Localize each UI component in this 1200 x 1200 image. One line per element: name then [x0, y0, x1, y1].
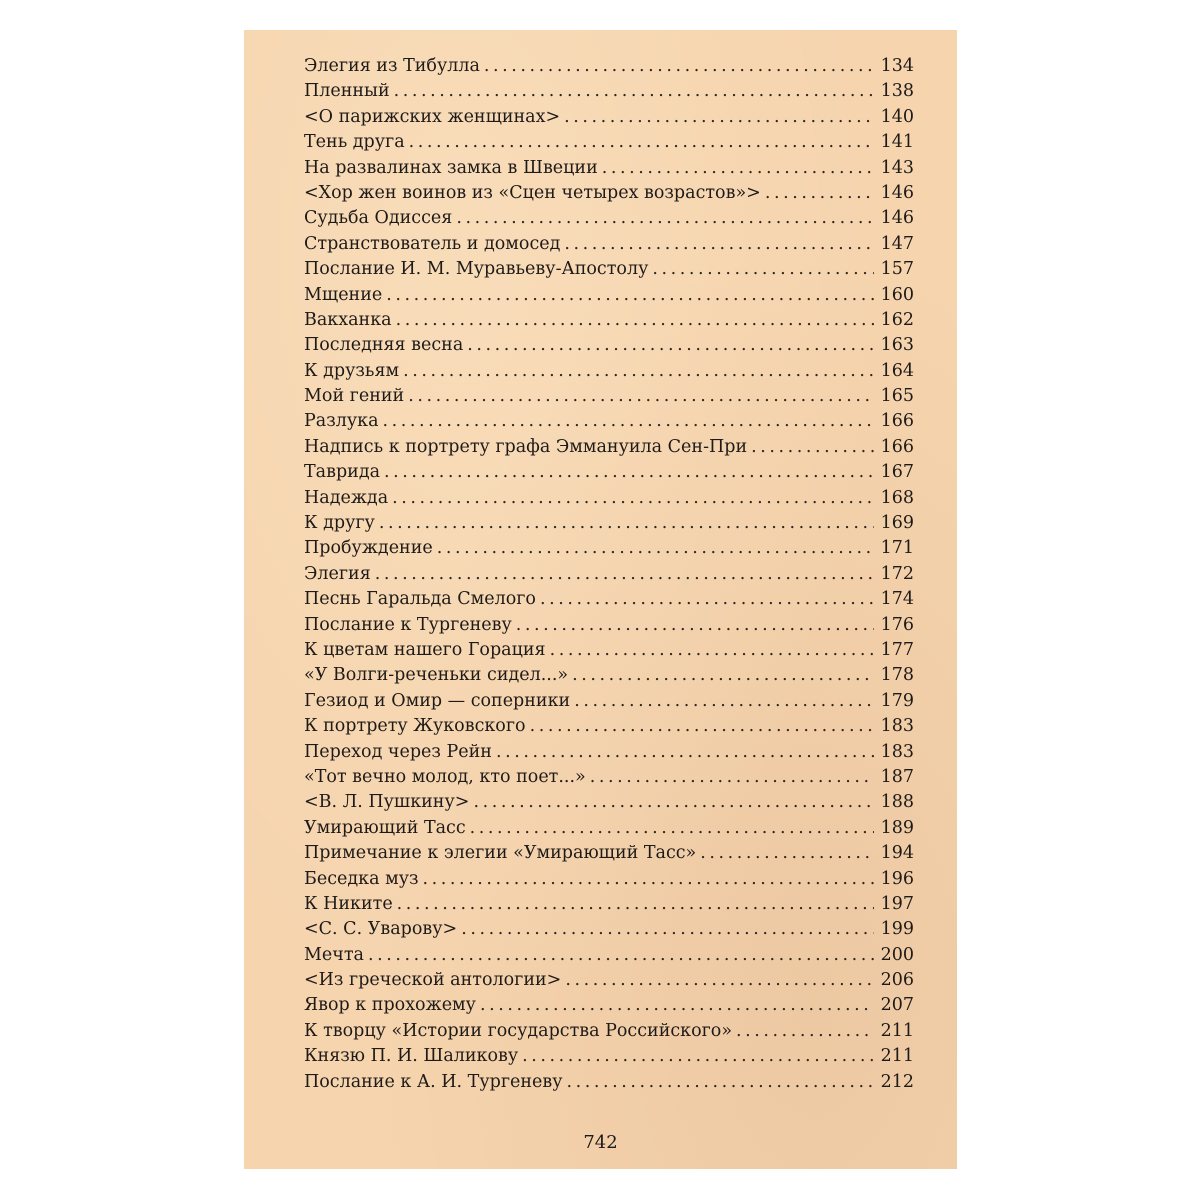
toc-entry-page: 174 [880, 589, 914, 610]
toc-entry-title: Князю П. И. Шаликову [304, 1046, 519, 1067]
dot-leader [736, 1021, 874, 1041]
toc-entry-page: 179 [880, 690, 914, 711]
toc-entry [304, 894, 914, 919]
toc-entry-title: Пробуждение [304, 538, 433, 559]
toc-entry [304, 411, 914, 436]
dot-leader [564, 107, 874, 127]
dot-leader [368, 945, 874, 965]
toc-entry [304, 1021, 914, 1046]
toc-entry [304, 691, 914, 716]
toc-entry-page: 168 [880, 487, 914, 508]
dot-leader [384, 462, 874, 482]
toc-entry [304, 513, 914, 538]
dot-leader [423, 869, 874, 889]
toc-entry-title: Мечта [304, 944, 364, 965]
dot-leader [396, 310, 874, 330]
toc-entry-title: Судьба Одиссея [304, 208, 453, 229]
toc-entry-title: Элегия из Тибулла [304, 56, 480, 76]
toc-entry-page: 189 [880, 817, 914, 838]
toc-entry-title: К Никите [304, 893, 393, 914]
toc-entry-title: Примечание к элегии «Умирающий Тасс» [304, 843, 697, 864]
toc-entry-title: «Тот вечно молод, кто поет...» [304, 766, 586, 787]
dot-leader [386, 285, 874, 305]
dot-leader [394, 81, 874, 101]
toc-entry-page: 183 [880, 741, 914, 762]
toc-entry-title: Пленный [304, 81, 390, 102]
toc-entry-page: 177 [880, 639, 914, 660]
toc-entry-page: 206 [880, 970, 914, 991]
toc-entry-page: 146 [880, 208, 914, 229]
toc-entry [304, 640, 914, 665]
toc-entry-page: 143 [880, 157, 914, 178]
dot-leader [565, 970, 874, 990]
toc-entry-title: Беседка муз [304, 868, 419, 889]
toc-entry-title: Мщение [304, 284, 383, 305]
dot-leader [467, 335, 874, 355]
toc-entry-title: Тень друга [304, 132, 405, 153]
toc-entry-page: 163 [880, 335, 914, 356]
toc-entry-title: К другу [304, 513, 375, 534]
toc-entry [304, 843, 914, 868]
toc-entry [304, 1072, 914, 1097]
toc-entry-page: 166 [880, 436, 914, 457]
toc-entry [304, 462, 914, 487]
toc-entry-page: 194 [880, 843, 914, 864]
toc-entry [304, 183, 914, 208]
dot-leader [540, 589, 874, 609]
toc-entry [304, 208, 914, 233]
toc-entry [304, 386, 914, 411]
toc-entry [304, 970, 914, 995]
toc-entry [304, 361, 914, 386]
toc-entry [304, 742, 914, 767]
toc-entry [304, 564, 914, 589]
toc-entry [304, 589, 914, 614]
toc-entry [304, 995, 914, 1020]
toc-entry-page: 196 [880, 868, 914, 889]
dot-leader [403, 361, 874, 381]
toc-entry-title: Таврида [304, 462, 381, 483]
toc-entry [304, 259, 914, 284]
dot-leader [456, 208, 874, 228]
toc-entry-page: 176 [880, 614, 914, 635]
toc-entry [304, 81, 914, 106]
toc-entry-page: 178 [880, 665, 914, 686]
toc-entry [304, 716, 914, 741]
dot-leader [751, 437, 874, 457]
dot-leader [496, 742, 874, 762]
dot-leader [602, 158, 874, 178]
dot-leader [397, 894, 874, 914]
toc-entry-title: К творцу «Истории государства Российского» [304, 1020, 733, 1041]
toc-entry-page: 164 [880, 360, 914, 381]
toc-entry-page: 212 [880, 1071, 914, 1092]
toc-entry [304, 767, 914, 792]
toc-entry-page: 147 [880, 233, 914, 254]
toc-entry-page: 138 [880, 81, 914, 102]
toc-entry-page: 160 [880, 284, 914, 305]
toc-entry-title: Мой гений [304, 386, 405, 407]
toc-entry-page: 167 [880, 462, 914, 483]
dot-leader [375, 564, 874, 584]
toc-entry-page: 140 [880, 106, 914, 127]
toc-entry [304, 1046, 914, 1071]
dot-leader [652, 259, 874, 279]
toc-entry-title: Последняя весна [304, 335, 464, 356]
toc-entry-title: Переход через Рейн [304, 741, 492, 762]
toc-entry-page: 172 [880, 563, 914, 584]
toc-entry-page: 200 [880, 944, 914, 965]
toc-entry [304, 488, 914, 513]
dot-leader [572, 665, 874, 685]
dot-leader [574, 691, 874, 711]
toc-entry-page: 146 [880, 182, 914, 203]
toc-entry-page: 166 [880, 411, 914, 432]
toc-entry-page: 157 [880, 259, 914, 280]
toc-entry-title: <О парижских женщинах> [304, 106, 561, 127]
toc-entry [304, 665, 914, 690]
toc-entry-page: 207 [880, 995, 914, 1016]
toc-entry [304, 132, 914, 157]
toc-entry-page: 134 [880, 56, 914, 76]
dot-leader [480, 995, 874, 1015]
toc-entry-title: Надпись к портрету графа Эммануила Сен-При [304, 436, 748, 457]
toc-entry-title: Умирающий Тасс [304, 817, 466, 838]
toc-entry-title: Песнь Гаральда Смелого [304, 589, 536, 610]
toc-entry-title: Вакханка [304, 309, 392, 330]
toc-entry-page: 188 [880, 792, 914, 813]
toc-entry-page: 171 [880, 538, 914, 559]
book-page [244, 30, 957, 1169]
dot-leader [409, 132, 874, 152]
toc-entry-page: 141 [880, 132, 914, 153]
dot-leader [522, 1046, 874, 1066]
toc-entry [304, 56, 914, 81]
dot-leader [484, 56, 874, 76]
table-of-contents [304, 56, 914, 1097]
toc-entry-page: 187 [880, 766, 914, 787]
dot-leader [530, 716, 874, 736]
dot-leader [473, 792, 874, 812]
dot-leader [392, 488, 874, 508]
toc-entry [304, 615, 914, 640]
toc-entry-title: <В. Л. Пушкину> [304, 792, 470, 813]
toc-entry [304, 310, 914, 335]
toc-entry [304, 285, 914, 310]
toc-entry-page: 165 [880, 386, 914, 407]
toc-entry-page: 211 [880, 1046, 914, 1067]
toc-entry-title: Послание к А. И. Тургеневу [304, 1071, 563, 1092]
dot-leader [470, 818, 874, 838]
toc-entry-page: 162 [880, 309, 914, 330]
toc-entry-page: 211 [880, 1020, 914, 1041]
dot-leader [765, 183, 874, 203]
toc-entry-page: 197 [880, 893, 914, 914]
dot-leader [383, 411, 874, 431]
toc-entry [304, 818, 914, 843]
toc-entry [304, 919, 914, 944]
dot-leader [567, 1072, 874, 1092]
toc-entry-title: Послание И. М. Муравьеву-Апостолу [304, 259, 649, 280]
toc-entry-title: Послание к Тургеневу [304, 614, 512, 635]
toc-entry-title: К друзьям [304, 360, 400, 381]
dot-leader [550, 640, 874, 660]
page-number: 742 [583, 1132, 618, 1153]
toc-entry-title: Странствователь и домосед [304, 233, 561, 254]
toc-entry [304, 437, 914, 462]
dot-leader [516, 615, 874, 635]
toc-entry [304, 335, 914, 360]
toc-entry [304, 792, 914, 817]
toc-entry-page: 199 [880, 919, 914, 940]
toc-entry-title: Разлука [304, 411, 379, 432]
dot-leader [700, 843, 874, 863]
toc-entry-page: 169 [880, 513, 914, 534]
toc-entry [304, 234, 914, 259]
toc-entry-title: Явор к прохожему [304, 995, 476, 1016]
toc-entry-title: <Хор жен воинов из «Сцен четырех возрастов»> [304, 182, 761, 203]
toc-entry-title: Надежда [304, 487, 389, 508]
toc-entry [304, 945, 914, 970]
toc-entry-title: На развалинах замка в Швеции [304, 157, 598, 178]
toc-entry-title: Гезиод и Омир — соперники [304, 690, 571, 711]
toc-entry-page: 183 [880, 716, 914, 737]
toc-entry-title: <С. С. Уварову> [304, 919, 458, 940]
toc-entry-title: «У Волги-реченьки сидел...» [304, 665, 569, 686]
toc-entry [304, 869, 914, 894]
dot-leader [564, 234, 874, 254]
toc-entry-title: Элегия [304, 563, 371, 584]
dot-leader [437, 538, 874, 558]
dot-leader [590, 767, 874, 787]
toc-entry [304, 107, 914, 132]
toc-entry [304, 538, 914, 563]
toc-entry-title: <Из греческой антологии> [304, 970, 562, 991]
toc-entry [304, 158, 914, 183]
toc-entry-title: К цветам нашего Горация [304, 639, 546, 660]
dot-leader [379, 513, 874, 533]
dot-leader [408, 386, 874, 406]
toc-entry-title: К портрету Жуковского [304, 716, 526, 737]
dot-leader [461, 919, 874, 939]
